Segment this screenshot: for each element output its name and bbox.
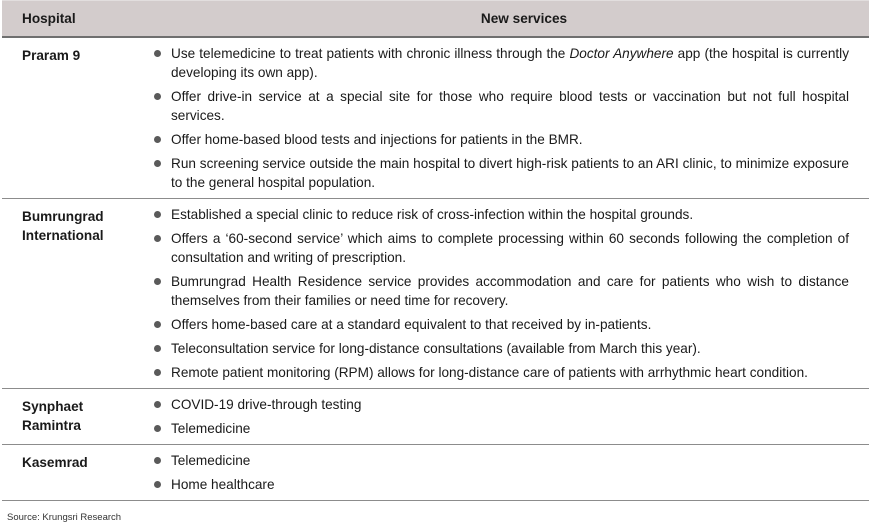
services-cell [139,37,869,199]
table-row [2,444,869,500]
service-item [153,419,849,438]
service-item [153,130,849,149]
hospital-services-table [2,0,869,501]
table-row [2,198,869,388]
services-list [153,205,849,382]
services-list [153,395,849,438]
table-row [2,37,869,199]
service-item [153,315,849,334]
bullet-icon [154,235,161,242]
service-app-name: Doctor Anywhere [569,45,674,61]
hospital-name: Bumrungrad International [2,198,139,388]
service-item [153,154,849,192]
service-item [153,205,849,224]
service-text: Teleconsultation service for long-distance consultations (available from March this year). [171,340,701,356]
service-text: Offer home-based blood tests and injections for patients in the BMR. [171,131,583,147]
service-item [153,475,849,494]
services-cell [139,388,869,444]
service-text: Offers a ‘60-second service’ which aims to complete processing within 60 seconds following the completion of consultation and writing of prescription. [171,230,849,265]
hospital-name: Synphaet Ramintra [2,388,139,444]
header-new-services: New services [139,1,869,37]
bullet-icon [154,278,161,285]
service-item [153,87,849,125]
bullet-icon [154,93,161,100]
bullet-icon [154,345,161,352]
source-note: Source: Krungsri Research [7,512,122,523]
bullet-icon [154,50,161,57]
service-text: Home healthcare [171,476,275,492]
service-text: Established a special clinic to reduce risk of cross-infection within the hospital grounds. [171,206,694,222]
service-item [153,229,849,267]
service-text: Run screening service outside the main hospital to divert high-risk patients to an ARI clinic, to minimize exposure to the general hospital population. [171,155,849,190]
service-item [153,363,849,382]
services-list [153,44,849,192]
hospital-name: Kasemrad [2,444,139,500]
services-list [153,451,849,494]
service-text: Telemedicine [171,420,251,436]
bullet-icon [154,369,161,376]
hospital-name: Praram 9 [2,37,139,199]
bullet-icon [154,481,161,488]
service-text: Remote patient monitoring (RPM) allows for long-distance care of patients with arrhythmic heart condition. [171,364,808,380]
service-text: Use telemedicine to treat patients with chronic illness through the [171,45,570,61]
bullet-icon [154,136,161,143]
service-text: COVID-19 drive-through testing [171,396,362,412]
service-text: Offers home-based care at a standard equivalent to that received by in-patients. [171,316,652,332]
services-cell [139,198,869,388]
service-text: Telemedicine [171,452,251,468]
bullet-icon [154,321,161,328]
service-item [153,395,849,414]
bullet-icon [154,457,161,464]
table-header [2,1,869,37]
bullet-icon [154,425,161,432]
service-item [153,272,849,310]
table-row [2,388,869,444]
service-text: Bumrungrad Health Residence service provides accommodation and care for patients who wish to distance themselves from their families or need time for recovery. [171,273,849,308]
table-body [2,37,869,501]
service-item [153,44,849,82]
bullet-icon [154,401,161,408]
services-cell [139,444,869,500]
bullet-icon [154,211,161,218]
service-item [153,451,849,470]
bullet-icon [154,160,161,167]
service-text: Offer drive-in service at a special site for those who require blood tests or vaccination but not full hospital services. [171,88,849,123]
service-item [153,339,849,358]
header-hospital: Hospital [2,1,139,37]
service-text-tail: app (the hospital is currently developing its own app). [171,45,849,80]
